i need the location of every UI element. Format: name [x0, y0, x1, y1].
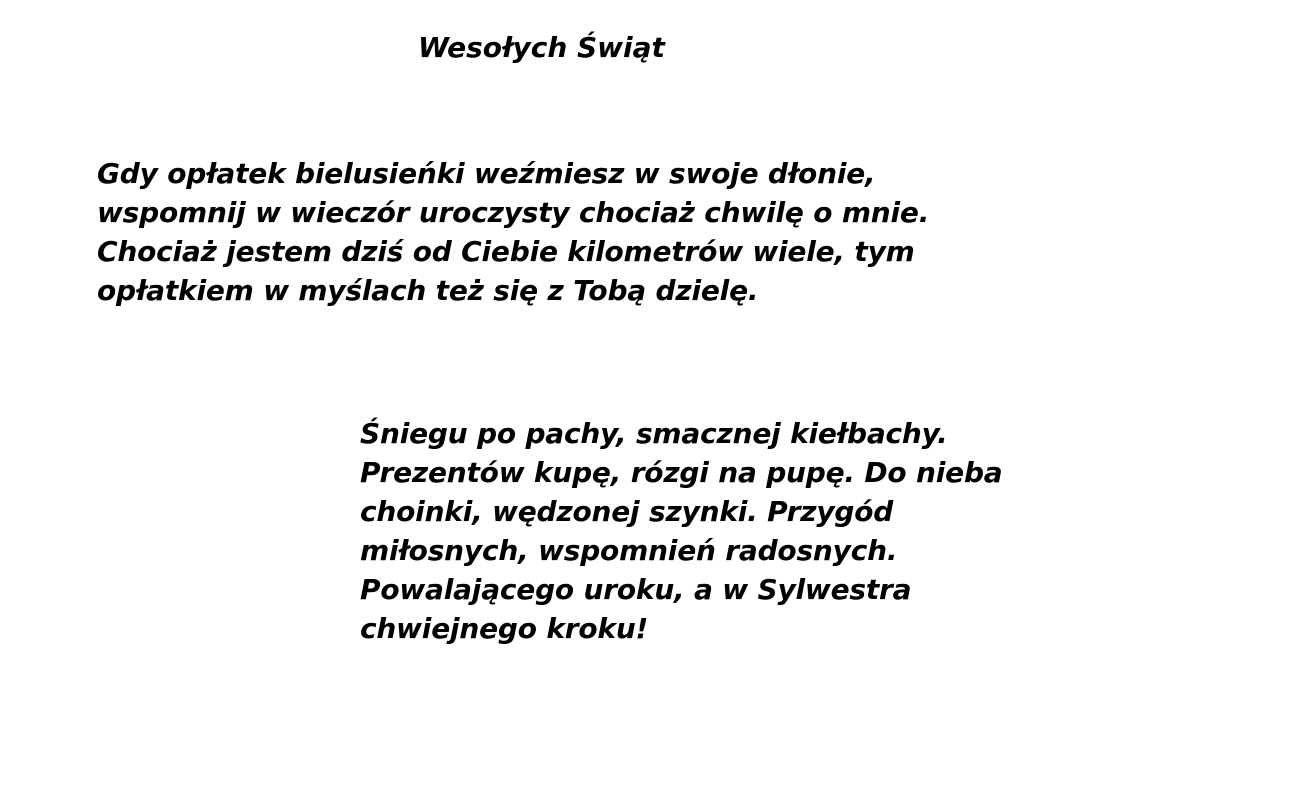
text-line: Powalającego uroku, a w Sylwestra [360, 573, 912, 606]
text-line: opłatkiem w myślach też się z Tobą dzielę. [97, 274, 759, 307]
text-line: Chociaż jestem dziś od Ciebie kilometrów wiele, tym [97, 235, 915, 268]
text-line: wspomnij w wieczór uroczysty chociaż chwilę o mnie. [97, 196, 930, 229]
text-line: Prezentów kupę, rózgi na pupę. Do nieba [360, 456, 1003, 489]
page-title: Wesołych Świąt [418, 31, 665, 64]
wish-paragraph-1 [97, 154, 929, 310]
text-line: Śniegu po pachy, smacznej kiełbachy. [360, 417, 948, 450]
text-line: Gdy opłatek bielusieńki weźmiesz w swoje dłonie, [97, 157, 876, 190]
wish-paragraph-2 [360, 414, 1002, 648]
text-line: choinki, wędzonej szynki. Przygód [360, 495, 894, 528]
text-line: chwiejnego kroku! [360, 612, 649, 645]
text-line: miłosnych, wspomnień radosnych. [360, 534, 898, 567]
